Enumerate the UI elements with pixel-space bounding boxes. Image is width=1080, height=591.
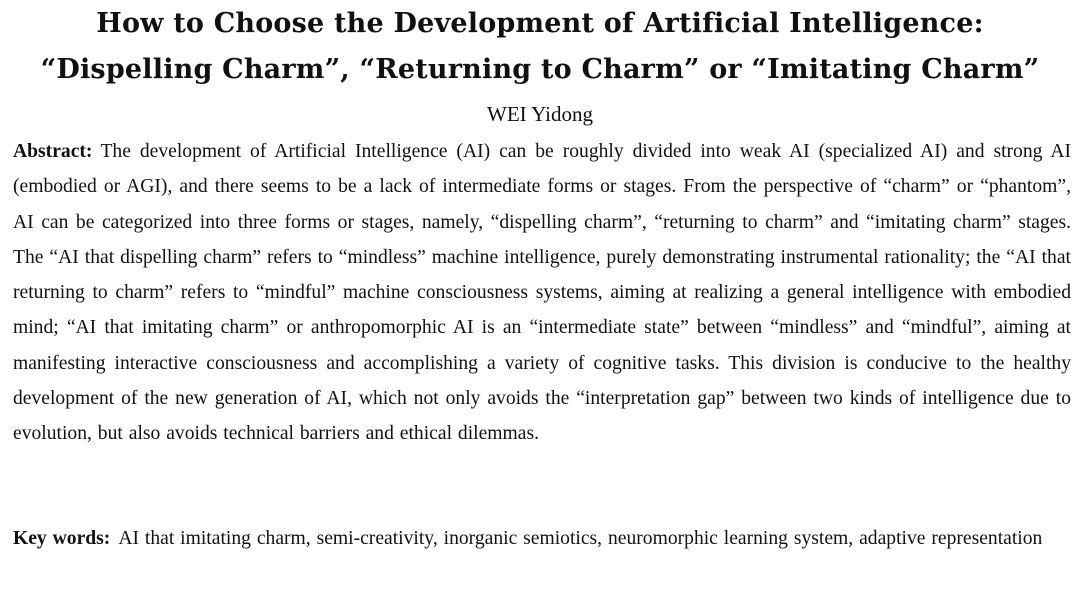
- keywords-paragraph: [13, 521, 1071, 556]
- abstract-label: Abstract:: [13, 141, 93, 162]
- author-name: WEI Yidong: [487, 102, 593, 126]
- abstract-text: The development of Artificial Intelligence (AI) can be roughly divided into weak AI (specialized AI) and strong AI (embodied or AGI), and there seems to be a lack of intermediate forms or stages. From the perspective of “charm” or “phantom”, AI can be categorized into three forms or stages, namely, “dispelling charm”, “returning to charm” and “imitating charm” stages. The “AI that dispelling charm” refers to “mindless” machine intelligence, purely demonstrating instrumental rationality; the “AI that returning to charm” refers to “mindful” machine consciousness systems, aiming at realizing a general intelligence with embodied mind; “AI that imitating charm” or anthropomorphic AI is an “intermediate state” between “mindless” and “mindful”, aiming at manifesting interactive consciousness and accomplishing a variety of cognitive tasks. This division is conducive to the healthy development of the new generation of AI, which not only avoids the “interpretation gap” between two kinds of intelligence due to evolution, but also avoids technical barriers and ethical dilemmas.: [13, 141, 1071, 445]
- paper-title-line-1: How to Choose the Development of Artificial Intelligence:: [96, 8, 984, 39]
- abstract-paragraph: [13, 134, 1071, 452]
- paper-title-line-2: “Dispelling Charm”, “Returning to Charm” or “Imitating Charm”: [40, 54, 1040, 85]
- keywords-text: AI that imitating charm, semi-creativity, inorganic semiotics, neuromorphic learning system, adaptive representation: [118, 528, 1043, 549]
- keywords-label: Key words:: [13, 528, 111, 549]
